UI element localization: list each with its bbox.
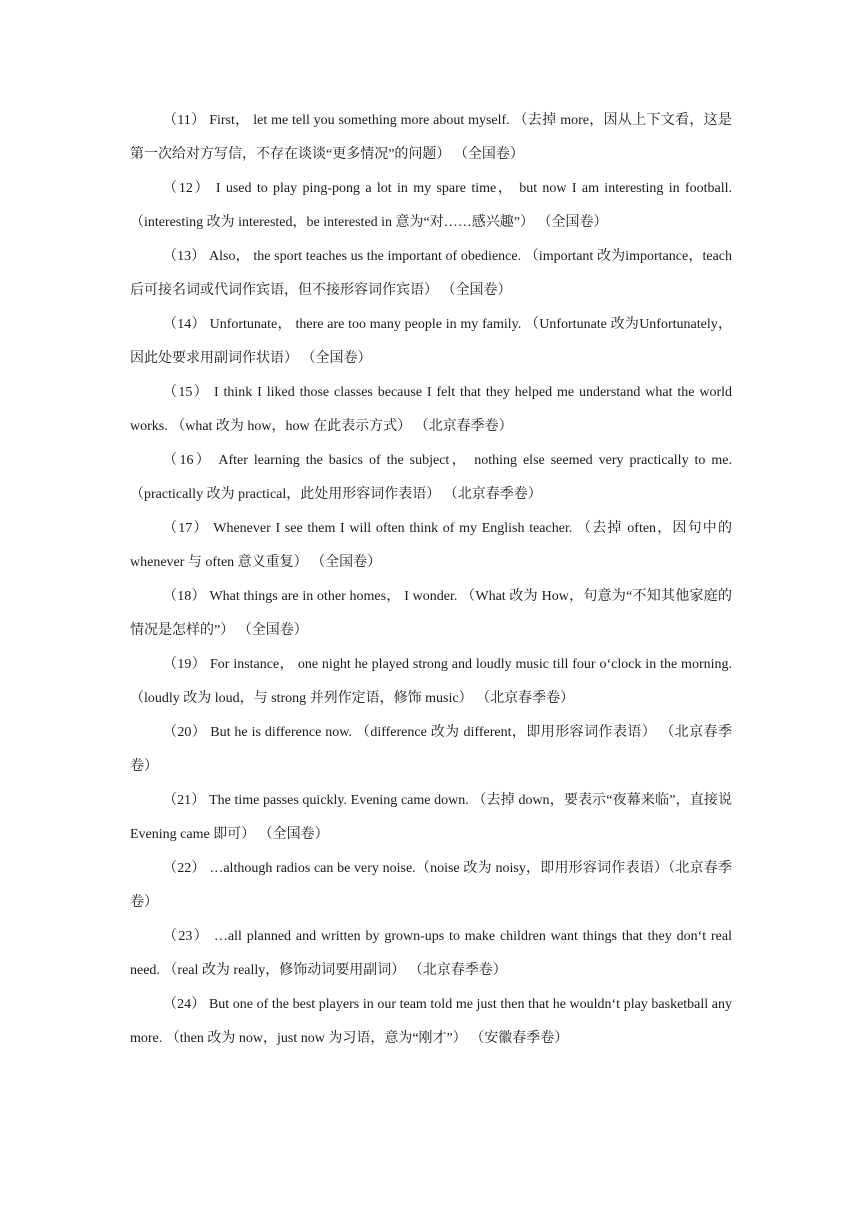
exercise-item-23: （23） …all planned and written by grown-ups to make children want things that they don‘t real need. （real 改为 really，修饰动词要用副词） （北京春季卷）: [130, 929, 732, 978]
exercise-item-19: （19） For instance， one night he played strong and loudly music till four o‘clock in the morning. （loudly 改为 loud，与 strong 并列作定语，修饰 music） （北京春季卷）: [130, 657, 732, 706]
exercise-item-17: （17） Whenever I see them I will often think of my English teacher. （去掉 often，因句中的 whenever 与 often 意义重复） （全国卷）: [130, 521, 732, 570]
exercise-item-15: （15） I think I liked those classes because I felt that they helped me understand what the world works. （what 改为 how，how 在此表示方式） （北京春季卷）: [130, 385, 732, 434]
exercise-item-22: （22） …although radios can be very noise.（noise 改为 noisy，即用形容词作表语）（北京春季卷）: [130, 861, 732, 910]
exercise-item-21: （21） The time passes quickly. Evening came down. （去掉 down，要表示“夜幕来临”，直接说 Evening came 即可） （全国卷）: [130, 793, 732, 842]
exercise-item-12: （12） I used to play ping-pong a lot in my spare time， but now I am interesting in football.（interesting 改为 interested，be interested in 意为“对……感兴趣”） （全国卷）: [130, 181, 732, 230]
exercise-item-11: （11） First， let me tell you something more about myself. （去掉 more，因从上下文看，这是第一次给对方写信，不存在谈谈“更多情况”的问题） （全国卷）: [130, 113, 732, 162]
exercise-item-16: （16） After learning the basics of the subject， nothing else seemed very practically to me.（practically 改为 practical，此处用形容词作表语） （北京春季卷）: [130, 453, 732, 502]
document-body: [130, 104, 732, 1056]
exercise-item-24: （24） But one of the best players in our team told me just then that he wouldn‘t play basketball any more. （then 改为 now，just now 为习语，意为“刚才”） （安徽春季卷）: [130, 997, 732, 1046]
exercise-item-13: （13） Also， the sport teaches us the important of obedience. （important 改为importance，teach 后可接名词或代词作宾语，但不接形容词作宾语） （全国卷）: [130, 249, 732, 298]
exercise-item-20: （20） But he is difference now. （difference 改为 different，即用形容词作表语） （北京春季卷）: [130, 725, 732, 774]
exercise-item-14: （14） Unfortunate， there are too many people in my family. （Unfortunate 改为Unfortunately，因此处要求用副词作状语） （全国卷）: [130, 317, 732, 366]
exercise-item-18: （18） What things are in other homes， I wonder. （What 改为 How，句意为“不知其他家庭的情况是怎样的”） （全国卷）: [130, 589, 732, 638]
